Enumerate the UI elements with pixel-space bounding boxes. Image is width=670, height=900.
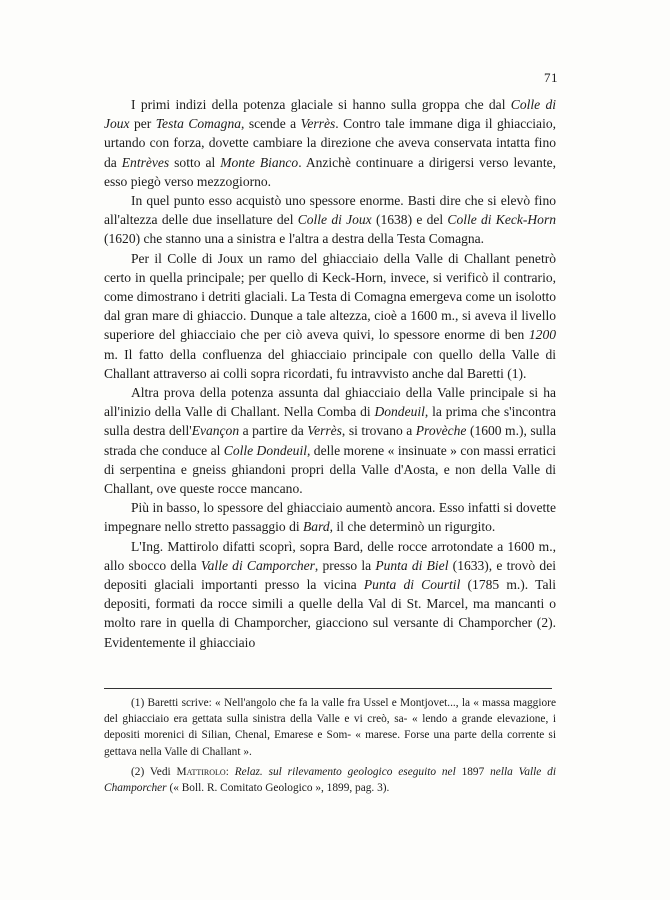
text-run: L'Ing. Mattirolo difatti scoprì, sopra Bard, delle rocce arrotondate a 1600 m., allo sbocco della xyxy=(104,538,556,573)
author-name: Mattirolo xyxy=(176,765,226,778)
text-run: , la prima che s'incontra sulla destra dell' xyxy=(104,404,556,439)
place-name: Verrès xyxy=(300,116,336,132)
text-run: (1633), e trovò dei depositi glaciali importanti presso la vicina xyxy=(104,557,556,593)
publication-title: Relaz. sul rilevamento geologico eseguito nel xyxy=(234,765,456,778)
text-run: , il che determinò un rigurgito. xyxy=(329,519,496,535)
text-run: per xyxy=(129,116,156,132)
emphasized-number: 1200 xyxy=(528,327,556,343)
text-run: In quel punto esso acquistò uno spessore enorme. Basti dire che si elevò fino all'altezza delle due insellature del xyxy=(104,193,556,228)
text-run: 1897 xyxy=(455,765,491,778)
place-name: Colle di Joux xyxy=(297,212,372,228)
text-run: (2) Vedi xyxy=(131,765,177,778)
text-run: (1785 m.). Tali depositi, formati da rocce simili a quelle della Val di St. Marcel, ma mancanti o molto rare in quella di Champorcher, giacciono sul versante di Champorcher (2). Evidentemente il ghiacciaio xyxy=(104,577,556,650)
footnote-rule xyxy=(104,688,552,689)
place-name: Provèche xyxy=(415,423,467,439)
place-name: Colle di Keck-Horn xyxy=(447,212,556,228)
text-run: . Contro tale immane diga il ghiacciaio, urtando con forza, dovette cambiare la direzione che aveva conservata intatta fino da xyxy=(104,116,556,170)
paragraph-2 xyxy=(104,191,556,249)
text-run: , scende a xyxy=(241,116,301,132)
footnotes xyxy=(104,695,556,800)
paragraph-6 xyxy=(104,537,556,652)
text-run: Più in basso, lo spessore del ghiacciaio aumentò ancora. Esso infatti si dovette impegnare nello stretto passaggio di xyxy=(104,500,556,535)
text-run: (« Boll. R. Comitato Geologico », 1899, pag. 3). xyxy=(166,782,390,795)
place-name: Colle Dondeuil xyxy=(223,442,307,458)
text-run: . Anzichè continuare a dirigersi verso levante, esso piegò verso mezzogiorno. xyxy=(104,154,556,189)
text-run: m. Il fatto della confluenza del ghiacciaio principale con quello della Valle di Challant attraverso ai colli sopra ricordati, fu intravvisto anche dal Baretti (1). xyxy=(104,346,556,381)
text-run: (1620) che stanno una a sinistra e l'altra a destra della Testa Comagna. xyxy=(104,231,485,247)
text-run: (1638) e del xyxy=(371,212,448,228)
place-name: Dondeuil xyxy=(374,404,425,420)
paragraph-4 xyxy=(104,383,556,498)
text-run: I primi indizi della potenza glaciale si hanno sulla groppa che dal xyxy=(131,97,511,112)
text-run: Altra prova della potenza assunta dal ghiacciaio della Valle principale si ha all'inizio della Valle di Challant. Nella Comba di xyxy=(104,385,556,420)
text-run: , presso la xyxy=(314,557,376,573)
paragraph-5 xyxy=(104,498,556,536)
place-name: Bard xyxy=(303,519,330,535)
place-name: Punta di Biel xyxy=(375,557,449,573)
place-name: Monte Bianco xyxy=(220,154,299,170)
text-run: , si trovano a xyxy=(341,423,416,439)
place-name: Valle di Camporcher xyxy=(200,557,315,573)
place-name: Testa Comagna xyxy=(155,116,242,132)
text-run: a partire da xyxy=(239,423,308,439)
publication-title: nella Valle di Champorcher xyxy=(104,765,556,795)
footnote-2 xyxy=(104,764,556,796)
paragraph-1 xyxy=(104,95,556,191)
text-run: : xyxy=(225,765,235,778)
place-name: Entrèves xyxy=(121,154,170,170)
text-run: (1600 m.), sulla strada che conduce al xyxy=(104,423,556,458)
text-run: , delle morene « insinuate » con massi erratici di serpentina e gneiss ghiandoni propri della Valle d'Aosta, e non della Valle di Challant, ove queste rocce mancano. xyxy=(104,442,556,497)
place-name: Colle di Joux xyxy=(104,97,556,132)
place-name: Verrès xyxy=(307,423,342,439)
page-number: 71 xyxy=(544,70,558,85)
place-name: Punta di Courtil xyxy=(363,577,461,593)
main-text xyxy=(104,95,556,652)
place-name: Evançon xyxy=(191,423,240,439)
paragraph-3 xyxy=(104,249,556,383)
text-run: sotto al xyxy=(169,154,221,170)
text-run: Per il Colle di Joux un ramo del ghiacciaio della Valle di Challant penetrò certo in quella principale; per quello di Keck-Horn, invece, si verificò il contrario, come dimostrano i detriti glaciali. La Testa di Comagna emergeva come un isolotto dal gran mare di ghiaccio. Dunque a tale altezza, cioè a 1600 m., si aveva il livello superiore del ghiacciaio che per ciò aveva quivi, lo spessore enorme di ben xyxy=(104,250,556,343)
footnote-1: (1) Baretti scrive: « Nell'angolo che fa la valle fra Ussel e Montjovet..., la « massa maggiore del ghiacciaio era gettata sulla sinistra della Valle e vi creò, sa- « lendo a grande elevazione, i depositi morenici di Silian, Chenal, Emarese e Som- « marese. Forse una parte della corrente si gettava nella Valle di Challant ». xyxy=(104,697,556,758)
